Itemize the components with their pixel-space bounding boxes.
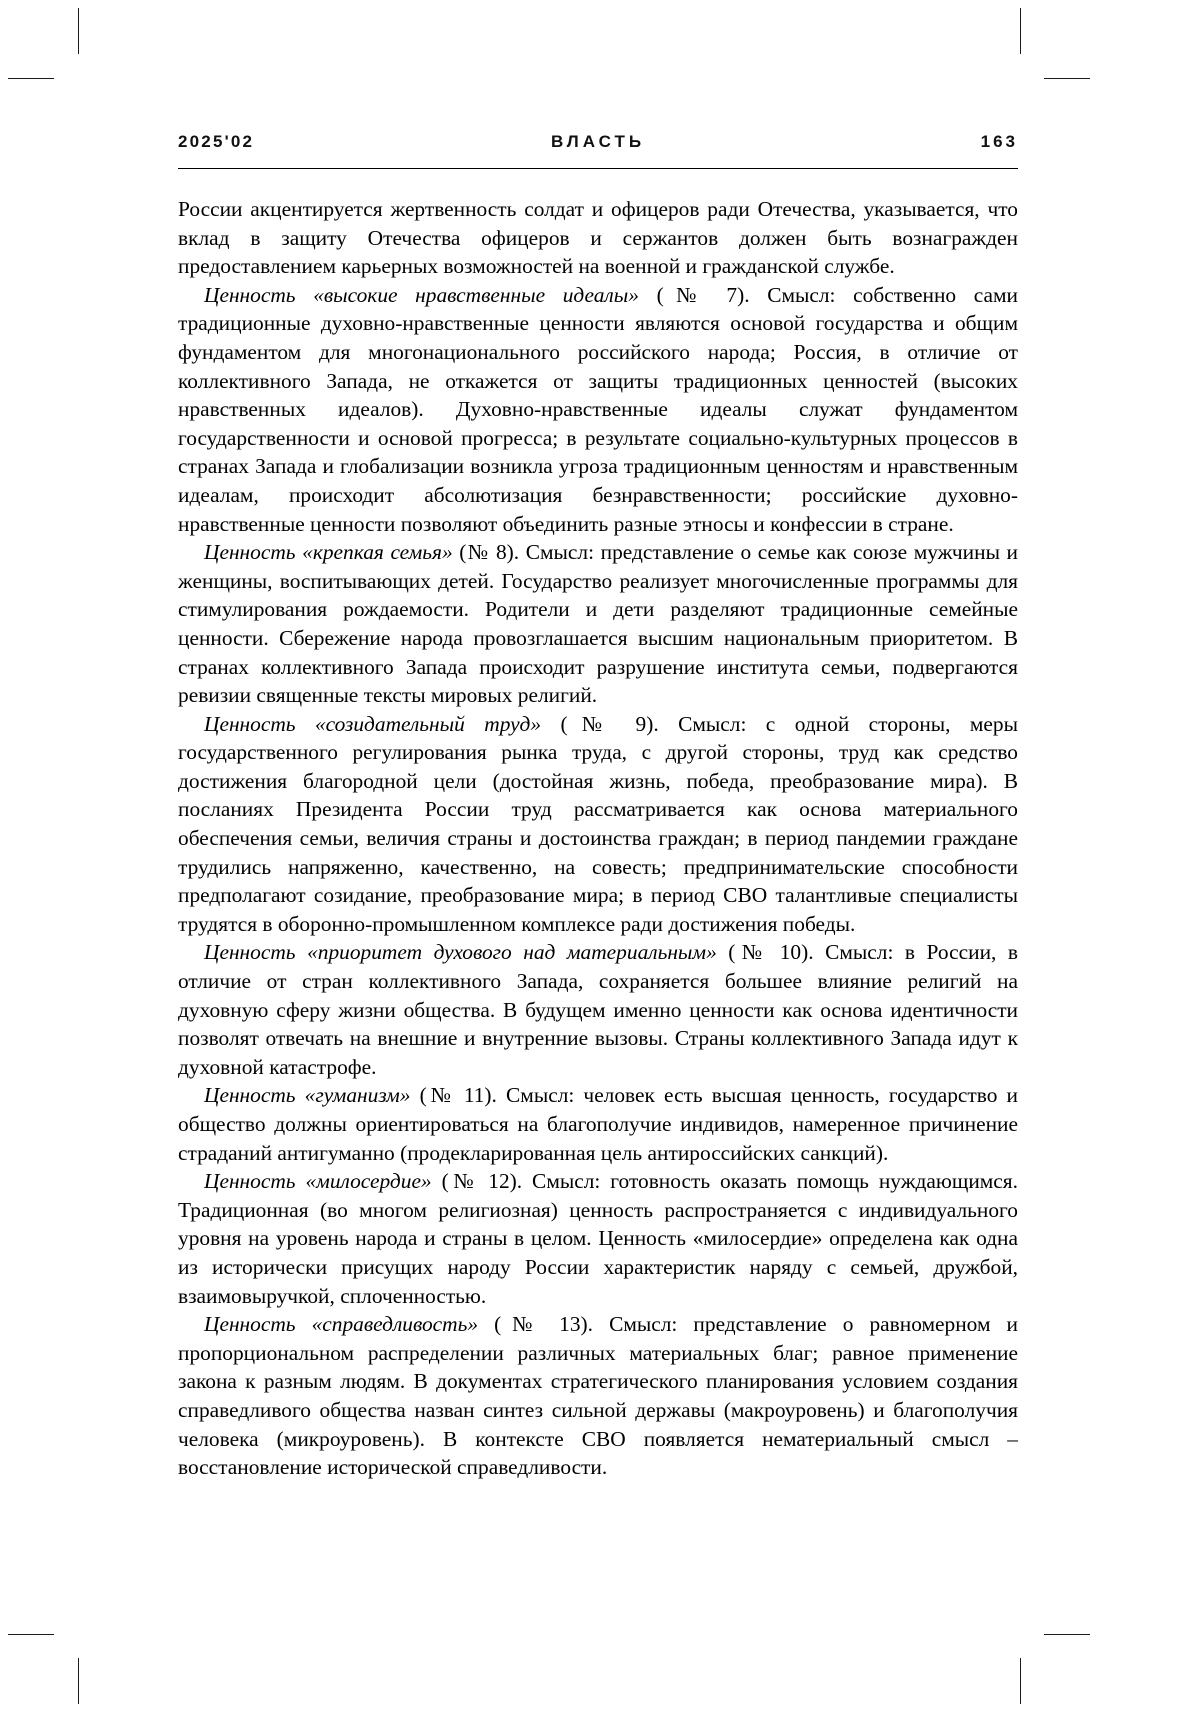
crop-mark-top-right-vertical: [1020, 8, 1021, 54]
value-term: Ценность «приоритет духового над материальным»: [204, 940, 717, 965]
page-number: 163: [980, 132, 1018, 151]
crop-mark-bottom-left-horizontal: [8, 1634, 54, 1635]
paragraph: [178, 1167, 1018, 1310]
paragraph: [178, 281, 1018, 538]
paragraph: [178, 710, 1018, 939]
paragraph-text: (№ 8). Смысл: представление о семье как союзе мужчины и женщины, воспитывающих детей. Государство реализует многочисленные программы для стимулирования рождаемости. Родители и дети разделяют традиционные семейные ценности. Сбережение народа провозглашается высшим национальным приоритетом. В странах коллективного Запада происходит разрушение института семьи, подвергаются ревизии священные тексты мировых религий.: [178, 540, 1018, 708]
journal-title: ВЛАСТЬ: [550, 132, 646, 151]
running-head: [178, 132, 1018, 166]
crop-mark-bottom-right-horizontal: [1044, 1634, 1090, 1635]
paragraph-text: (№ 9). Смысл: с одной стороны, меры государственного регулирования рынка труда, с другой стороны, труд как средство достижения благородной цели (достойная жизнь, победа, преобразование мира). В посланиях Президента России труд рассматривается как основа материального обеспечения семьи, величия страны и достоинства граждан; в период пандемии граждане трудились напряженно, качественно, на совесть; предпринимательские способности предполагают созидание, преобразование мира; в период СВО талантливые специалисты трудятся в оборонно-промышленном комплексе ради достижения победы.: [178, 711, 1018, 936]
value-term: Ценность «справедливость»: [204, 1312, 479, 1337]
article-body: [178, 195, 1018, 1482]
header-rule: [178, 168, 1018, 169]
paragraph-text: (№ 10). Смысл: в России, в отличие от стран коллективного Запада, сохраняется большее влияние религий на духовную сферу жизни общества. В будущем именно ценности как основа идентичности позволят отвечать на внешние и внутренние вызовы. Страны коллективного Запада идут к духовной катастрофе.: [178, 940, 1018, 1079]
paragraph: [178, 1310, 1018, 1482]
crop-mark-top-left-vertical: [78, 8, 79, 54]
page-content: [178, 132, 1018, 1482]
crop-mark-bottom-left-vertical: [78, 1658, 79, 1704]
value-term: Ценность «крепкая семья»: [204, 540, 453, 565]
paragraph: [178, 538, 1018, 710]
value-term: Ценность «созидательный труд»: [204, 711, 542, 736]
paragraph-text: России акцентируется жертвенность солдат и офицеров ради Отечества, указывается, что вклад в защиту Отечества офицеров и сержантов должен быть вознагражден предоставлением карьерных возможностей на военной и гражданской службе.: [178, 197, 1018, 279]
crop-mark-bottom-right-vertical: [1020, 1658, 1021, 1704]
paragraph-text: (№ 13). Смысл: представление о равномерном и пропорциональном распределении различных материальных благ; равное применение закона к разным людям. В документах стратегического планирования условием создания справедливого общества назван синтез сильной державы (макроуровень) и благополучия человека (микроуровень). В контексте СВО появляется нематериальный смысл – восстановление исторической справедливости.: [178, 1312, 1018, 1480]
paragraph: [178, 938, 1018, 1081]
value-term: Ценность «милосердие»: [204, 1169, 432, 1194]
crop-mark-top-right-horizontal: [1044, 78, 1090, 79]
crop-mark-top-left-horizontal: [8, 78, 54, 79]
paragraph: [178, 1081, 1018, 1167]
value-term: Ценность «гуманизм»: [204, 1083, 411, 1108]
value-term: Ценность «высокие нравственные идеалы»: [204, 282, 639, 307]
paragraph: [178, 195, 1018, 281]
paragraph-text: (№ 12). Смысл: готовность оказать помощь нуждающимся. Традиционная (во многом религиозная) ценность распространяется с индивидуального уровня на уровень народа и страны в целом. Ценность «милосердие» определена как одна из исторически присущих народу России характеристик наряду с семьей, дружбой, взаимовыручкой, сплоченностью.: [178, 1169, 1018, 1308]
paragraph-text: (№ 11). Смысл: человек есть высшая ценность, государство и общество должны ориентироваться на благополучие индивидов, намеренное причинение страданий антигуманно (продекларированная цель антироссийских санкций).: [178, 1083, 1018, 1165]
issue-label: 2025'02: [178, 132, 255, 151]
paragraph-text: (№ 7). Смысл: собственно сами традиционные духовно-нравственные ценности являются основой государства и общим фундаментом для многонационального российского народа; Россия, в отличие от коллективного Запада, не откажется от защиты традиционных ценностей (высоких нравственных идеалов). Духовно-нравственные идеалы служат фундаментом государственности и основой прогресса; в результате социально-культурных процессов в странах Запада и глобализации возникла угроза традиционным ценностям и нравственным идеалам, происходит абсолютизация безнравственности; российские духовно-нравственные ценности позволяют объединить разные этносы и конфессии в стране.: [178, 282, 1018, 536]
